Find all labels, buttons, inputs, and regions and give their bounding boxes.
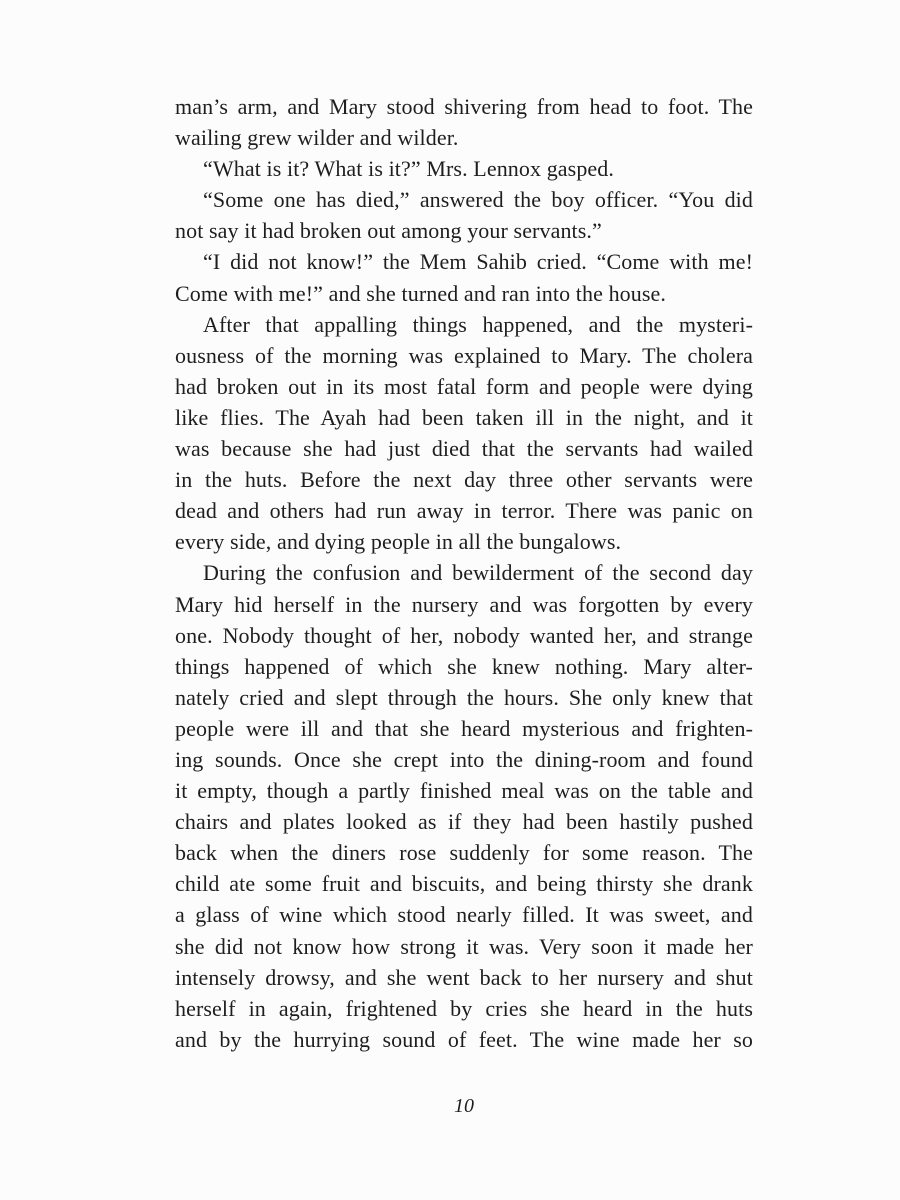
text-line: herself in again, frightened by cries she heard in the huts	[175, 995, 753, 1021]
text-line: Come with me!” and she turned and ran into the house.	[175, 280, 667, 306]
text-line: man’s arm, and Mary stood shivering from head to foot. The	[175, 94, 753, 119]
text-line: it empty, though a partly finished meal was on the table and	[175, 778, 753, 804]
text-line: After that appalling things happened, and the mysteri-	[203, 311, 753, 337]
page-number: 10	[454, 1095, 474, 1117]
text-line: ousness of the morning was explained to Mary. The cholera	[175, 342, 753, 368]
text-line: every side, and dying people in all the bungalows.	[175, 529, 622, 555]
text-line: a glass of wine which stood nearly filled. It was sweet, and	[175, 902, 753, 928]
page-text-block	[175, 91, 753, 1055]
text-line: Mary hid herself in the nursery and was forgotten by every	[175, 591, 753, 617]
text-line: “Some one has died,” answered the boy officer. “You did	[203, 187, 753, 213]
text-line: back when the diners rose suddenly for some reason. The	[175, 840, 753, 866]
text-line: had broken out in its most fatal form and people were dying	[175, 373, 753, 399]
text-line: and by the hurrying sound of feet. The wine made her so	[175, 1026, 753, 1052]
text-line: not say it had broken out among your servants.”	[175, 218, 602, 244]
text-line: child ate some fruit and biscuits, and being thirsty she drank	[175, 871, 753, 897]
text-line: “I did not know!” the Mem Sahib cried. “Come with me!	[203, 249, 753, 275]
text-line: like flies. The Ayah had been taken ill in the night, and it	[175, 404, 753, 430]
text-line: things happened of which she knew nothing. Mary alter-	[175, 653, 753, 679]
text-line: “What is it? What is it?” Mrs. Lennox gasped.	[203, 156, 614, 182]
text-line: she did not know how strong it was. Very soon it made her	[175, 933, 753, 959]
text-line: nately cried and slept through the hours. She only knew that	[175, 684, 753, 710]
text-line: wailing grew wilder and wilder.	[175, 125, 459, 151]
text-line: one. Nobody thought of her, nobody wanted her, and strange	[175, 622, 753, 648]
text-line: intensely drowsy, and she went back to her nursery and shut	[175, 964, 753, 990]
text-line: ing sounds. Once she crept into the dining-room and found	[175, 746, 753, 772]
text-line: chairs and plates looked as if they had been hastily pushed	[175, 809, 753, 835]
text-line: was because she had just died that the servants had wailed	[175, 436, 753, 462]
text-line: in the huts. Before the next day three other servants were	[175, 467, 753, 493]
text-line: During the confusion and bewilderment of the second day	[203, 560, 753, 586]
text-line: dead and others had run away in terror. There was panic on	[175, 498, 753, 524]
text-line: people were ill and that she heard mysterious and frighten-	[175, 715, 753, 741]
